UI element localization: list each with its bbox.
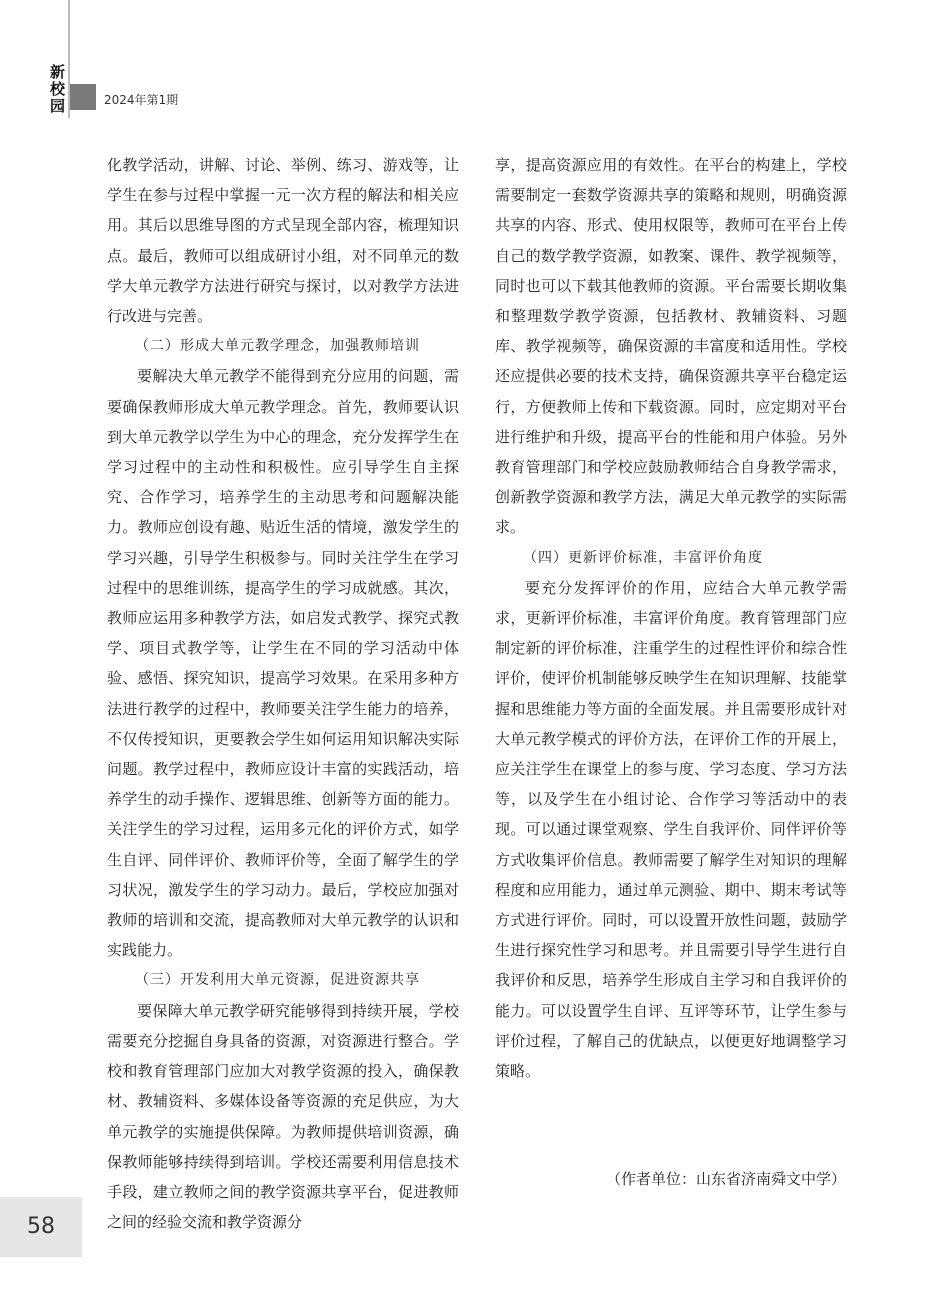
section-heading: （四）更新评价标准，丰富评价角度: [523, 549, 763, 566]
paragraph: 享，提高资源应用的有效性。在平台的构建上，学校需要制定一套数学资源共享的策略和规则，明确资源共享的内容、形式、使用权限等，教师可在平台上传自己的数学教学资源，如教案、课件、教学视频等，同时也可以下载其他教师的资源。平台需要长期收集和整理数学教学资源，包括教材、教辅资料、习题库、教学视频等，确保资源的丰富度和适用性。学校还应提供必要的技术支持，确保资源共享平台稳定运行，方便教师上传和下载资源。同时，应定期对平台进行维护和升级，提高平台的性能和用户体验。另外教育管理部门和学校应鼓励教师结合自身教学需求，创新教学资源和教学方法，满足大单元教学的实际需求。: [495, 156, 847, 537]
right-column: [495, 150, 847, 1086]
header-gray-square: [70, 84, 96, 110]
brand-char: 新: [50, 63, 66, 81]
author-affiliation: （作者单位：山东省济南舜文中学）: [605, 1170, 846, 1188]
section-heading: （三）开发利用大单元资源，促进资源共享: [135, 972, 420, 989]
brand-char: 校: [50, 80, 66, 98]
section-heading: （二）形成大单元教学理念，加强教师培训: [135, 338, 420, 355]
paragraph: 化教学活动，讲解、讨论、举例、练习、游戏等，让学生在参与过程中掌握一元一次方程的解法和相关应用。其后以思维导图的方式呈现全部内容，梳理知识点。最后，教师可以组成研讨小组，对不同单元的数学大单元教学方法进行研究与探讨，以对教学方法进行改进与完善。: [107, 156, 459, 326]
paragraph: 要解决大单元教学不能得到充分应用的问题，需要确保教师形成大单元教学理念。首先，教师要认识到大单元教学以学生为中心的理念，充分发挥学生在学习过程中的主动性和积极性。应引导学生自主探究、合作学习，培养学生的主动思考和问题解决能力。教师应创设有趣、贴近生活的情境，激发学生的学习兴趣，引导学生积极参与。同时关注学生在学习过程中的思维训练，提高学生的学习成就感。其次，教师应运用多种教学方法，如启发式教学、探究式教学、项目式教学等，让学生在不同的学习活动中体验、感悟、探究知识，提高学习效果。在采用多种方法进行教学的过程中，教师要关注学生能力的培养，不仅传授知识，更要教会学生如何运用知识解决实际问题。教学过程中，教师应设计丰富的实践活动，培养学生的动手操作、逻辑思维、创新等方面的能力。关注学生的学习过程，运用多元化的评价方式，如学生自评、同伴评价、教师评价等，全面了解学生的学习状况，激发学生的学习动力。最后，学校应加强对教师的培训和交流，提高教师对大单元教学的认识和实践能力。: [107, 367, 459, 960]
brand-char: 园: [50, 97, 66, 115]
issue-label: 2024年第1期: [104, 93, 179, 107]
left-column: [107, 150, 459, 1237]
paragraph: 要充分发挥评价的作用，应结合大单元教学需求，更新评价标准，丰富评价角度。教育管理部门应制定新的评价标准，注重学生的过程性评价和综合性评价，使评价机制能够反映学生在知识理解、技能掌握和思维能力等方面的全面发展。并且需要形成针对大单元教学模式的评价方法，在评价工作的开展上，应关注学生在课堂上的参与度、学习态度、学习方法等，以及学生在小组讨论、合作学习等活动中的表现。可以通过课堂观察、学生自我评价、同伴评价等方式收集评价信息。教师需要了解学生对知识的理解程度和应用能力，通过单元测验、期中、期末考试等方式进行评价。同时，可以设置开放性问题，鼓励学生进行探究性学习和思考。并且需要引导学生进行自我评价和反思，培养学生形成自主学习和自我评价的能力。可以设置学生自评、互评等环节，让学生参与评价过程，了解自己的优缺点，以便更好地调整学习策略。: [495, 578, 847, 1081]
page-number: 58: [27, 1214, 55, 1239]
paragraph: 要保障大单元教学研究能够得到持续开展，学校需要充分挖掘自身具备的资源，对资源进行整合。学校和教育管理部门应加大对教学资源的投入，确保教材、教辅资料、多媒体设备等资源的充足供应，为大单元教学的实施提供保障。为教师提供培训资源，确保教师能够持续得到培训。学校还需要利用信息技术手段，建立教师之间的教学资源共享平台，促进教师之间的经验交流和教学资源分: [107, 1001, 459, 1232]
magazine-brand: [50, 64, 68, 115]
